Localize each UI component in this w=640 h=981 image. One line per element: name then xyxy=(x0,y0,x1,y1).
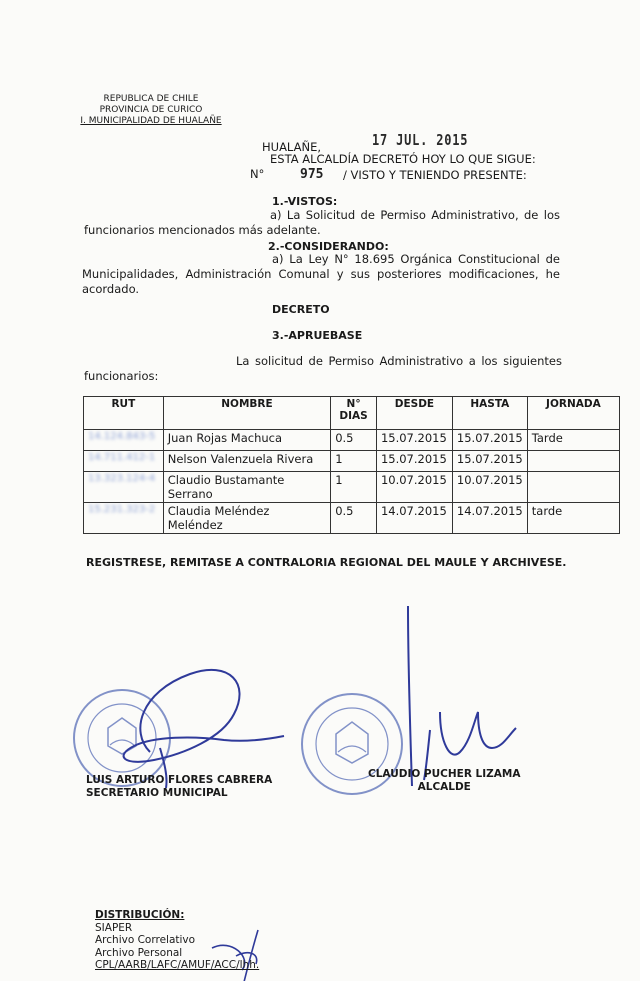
cell-dias: 0.5 xyxy=(331,430,377,451)
distribution-list xyxy=(95,909,259,972)
col-jornada: JORNADA xyxy=(527,397,619,430)
distribution-item: SIAPER xyxy=(95,921,133,934)
table-row xyxy=(84,451,620,472)
mayor-role: ALCALDE xyxy=(417,781,471,793)
signature-block-mayor xyxy=(368,768,520,794)
header-line-municipality: I. MUNICIPALIDAD DE HUALAÑE xyxy=(80,116,222,126)
cell-rut: 14.124.843-5 xyxy=(84,430,164,451)
distribution-item: CPL/AARB/LAFC/AMUF/ACC/lhh. xyxy=(95,959,260,971)
cell-hasta: 14.07.2015 xyxy=(452,503,527,534)
secretary-name: LUIS ARTURO FLORES CABRERA xyxy=(86,774,273,786)
cell-jornada xyxy=(527,451,619,472)
left-signature-icon xyxy=(124,670,284,788)
header-line-republic: REPUBLICA DE CHILE xyxy=(103,94,199,104)
registrese-line: REGISTRESE, REMITASE A CONTRALORIA REGIONAL DEL MAULE Y ARCHIVESE. xyxy=(86,556,567,569)
decree-intro: ESTA ALCALDÍA DECRETÓ HOY LO QUE SIGUE: xyxy=(270,152,536,166)
col-rut: RUT xyxy=(84,397,164,430)
cell-nombre: Claudio Bustamante Serrano xyxy=(163,472,330,503)
cell-jornada: tarde xyxy=(527,503,619,534)
cell-dias: 0.5 xyxy=(331,503,377,534)
visto-line: / VISTO Y TENIENDO PRESENTE: xyxy=(343,168,527,182)
header-line-province: PROVINCIA DE CURICO xyxy=(99,105,203,115)
cell-desde: 14.07.2015 xyxy=(376,503,452,534)
cell-rut: 15.231.323-2 xyxy=(84,503,164,534)
right-signature-icon xyxy=(408,606,516,786)
secretary-role: SECRETARIO MUNICIPAL xyxy=(86,787,228,799)
distribution-title: DISTRIBUCIÓN: xyxy=(95,909,185,921)
officials-table xyxy=(83,396,620,534)
apruebase-text: La solicitud de Permiso Administrativo a los siguientes funcionarios: xyxy=(84,354,562,383)
decree-place: HUALAÑE, xyxy=(262,140,321,154)
decreto-title: DECRETO xyxy=(272,303,330,316)
decree-number-prefix: N° xyxy=(250,167,265,181)
cell-nombre: Claudia Meléndez Meléndez xyxy=(163,503,330,534)
date-stamp: 17 JUL. 2015 xyxy=(372,131,469,149)
cell-dias: 1 xyxy=(331,451,377,472)
left-seal-icon xyxy=(74,690,170,786)
signature-block-secretary xyxy=(86,774,272,800)
cell-nombre: Juan Rojas Machuca xyxy=(163,430,330,451)
col-nombre: NOMBRE xyxy=(163,397,330,430)
table-row xyxy=(84,503,620,534)
vistos-title: 1.-VISTOS: xyxy=(272,195,338,208)
cell-hasta: 15.07.2015 xyxy=(452,430,527,451)
cell-rut: 14.711.412-1 xyxy=(84,451,164,472)
considerando-text: a) La Ley N° 18.695 Orgánica Constitucional de Municipalidades, Administración Comunal y sus posteriores modificaciones, he acordado. xyxy=(82,252,560,296)
distribution-item: Archivo Personal xyxy=(95,946,183,959)
decree-number-value: 975 xyxy=(300,167,324,182)
cell-hasta: 15.07.2015 xyxy=(452,451,527,472)
municipal-header xyxy=(76,94,226,127)
cell-nombre: Nelson Valenzuela Rivera xyxy=(163,451,330,472)
col-hasta: HASTA xyxy=(452,397,527,430)
col-desde: DESDE xyxy=(376,397,452,430)
table-header-row xyxy=(84,397,620,430)
vistos-text: a) La Solicitud de Permiso Administrativo, de los funcionarios mencionados más adelante. xyxy=(84,208,560,237)
table-row xyxy=(84,430,620,451)
cell-desde: 10.07.2015 xyxy=(376,472,452,503)
col-dias: N° DIAS xyxy=(331,397,377,430)
cell-jornada xyxy=(527,472,619,503)
distribution-item: Archivo Correlativo xyxy=(95,934,196,946)
cell-desde: 15.07.2015 xyxy=(376,451,452,472)
considerando-title: 2.-CONSIDERANDO: xyxy=(268,240,389,253)
apruebase-title: 3.-APRUEBASE xyxy=(272,329,363,342)
cell-hasta: 10.07.2015 xyxy=(452,472,527,503)
cell-desde: 15.07.2015 xyxy=(376,430,452,451)
cell-rut: 13.323.124-4 xyxy=(84,472,164,503)
cell-jornada: Tarde xyxy=(527,430,619,451)
decree-number xyxy=(250,167,324,182)
table-row xyxy=(84,472,620,503)
cell-dias: 1 xyxy=(331,472,377,503)
mayor-name: CLAUDIO PUCHER LIZAMA xyxy=(368,768,521,780)
